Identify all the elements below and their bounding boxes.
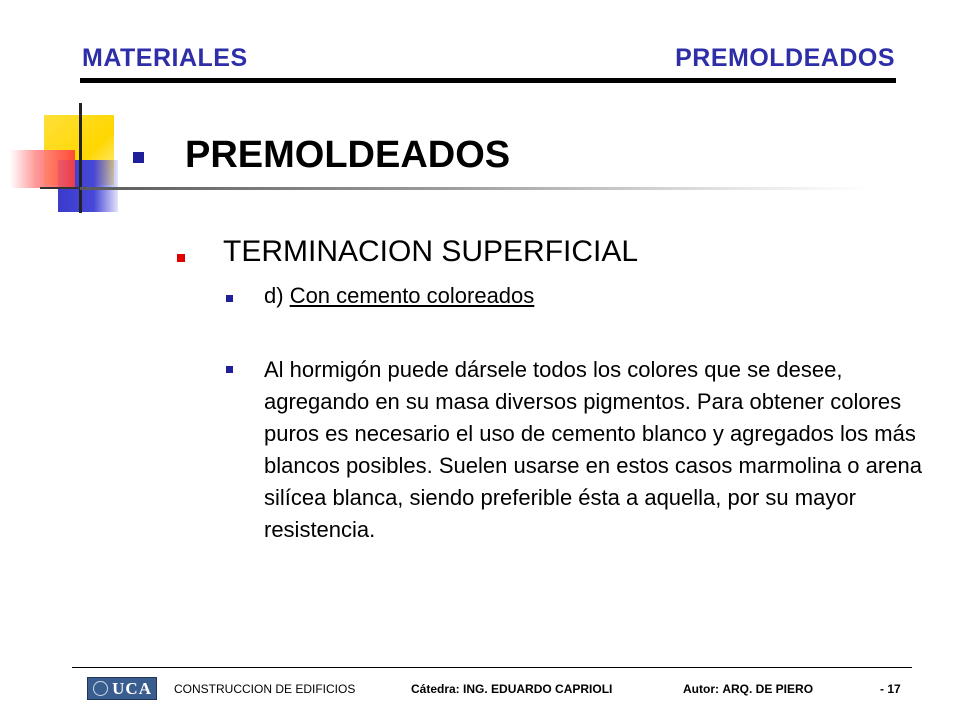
title-bullet-icon <box>133 152 144 163</box>
decorative-vertical-line <box>79 103 82 213</box>
paragraph-bullet-icon <box>226 366 233 373</box>
heading-bullet-icon <box>177 254 185 262</box>
header-right-label: PREMOLDEADOS <box>675 44 895 72</box>
footer-chair <box>411 682 612 696</box>
header-left-label: MATERIALES <box>82 44 248 72</box>
footer-author-label: Autor: <box>683 682 719 696</box>
logo-text: UCA <box>112 678 152 698</box>
sub-item-prefix: d) <box>264 283 290 308</box>
footer-course: CONSTRUCCION DE EDIFICIOS <box>174 682 356 696</box>
header-divider <box>80 78 896 83</box>
body-paragraph: Al hormigón puede dársele todos los colores que se desee, agregando en su masa diversos pigmentos. Para obtener colores puros es necesario el uso de cemento blanco y agregados los más blancos posibles. Suelen usarse en estos casos marmolina o arena silícea blanca, siendo preferible ésta a aquella, por su mayor resistencia. <box>264 357 922 542</box>
title-underline <box>80 187 870 190</box>
seal-icon <box>93 681 108 696</box>
footer-divider <box>72 667 912 668</box>
section-heading: TERMINACION SUPERFICIAL <box>223 235 639 268</box>
footer-chair-value: ING. EDUARDO CAPRIOLI <box>463 682 613 696</box>
sub-item-underlined-text: Con cemento coloreados <box>289 283 535 308</box>
footer-author-value: ARQ. DE PIERO <box>722 682 814 696</box>
page-number: - 17 <box>880 682 901 696</box>
sub-bullet-icon <box>226 295 233 302</box>
footer-author <box>683 682 813 696</box>
footer-chair-label: Cátedra: <box>411 682 460 696</box>
slide-title: PREMOLDEADOS <box>185 134 511 176</box>
decorative-red-square <box>10 150 75 188</box>
sub-item <box>264 283 534 309</box>
uca-logo <box>87 677 157 700</box>
